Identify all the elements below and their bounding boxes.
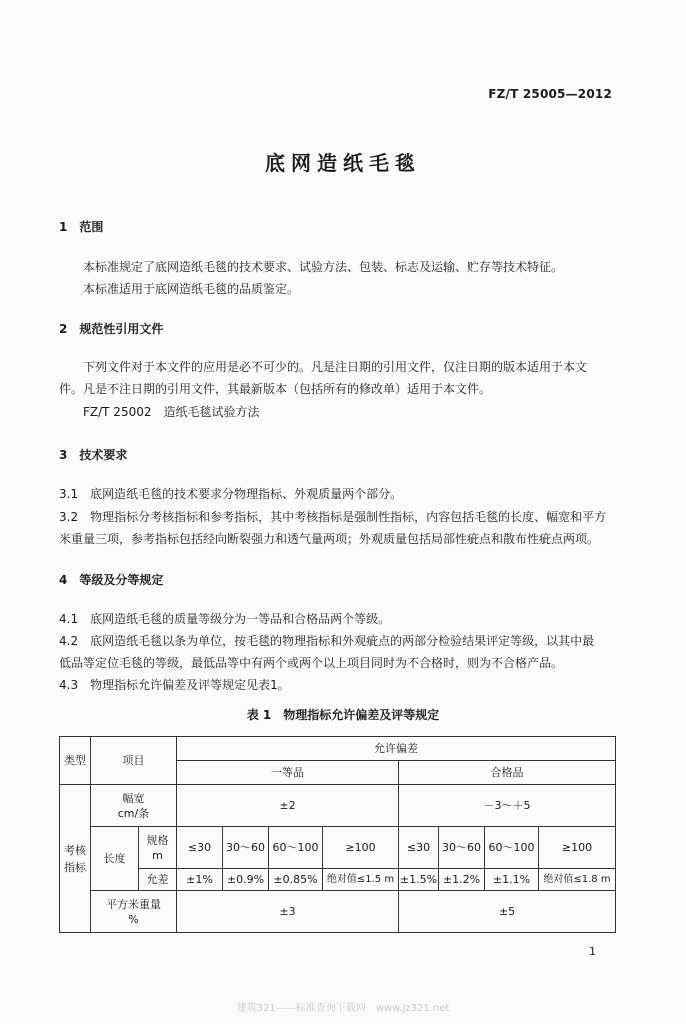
clause-text: 物理指标分考核指标和参考指标，其中考核指标是强制性指标，内容包括毛毯的长度、幅宽和平方 — [90, 510, 607, 524]
clause-4-3 — [59, 676, 290, 694]
grade-first-cell: 一等品 — [177, 761, 399, 785]
clause-number: 4.3 — [59, 678, 79, 692]
section-3-number: 3 — [59, 448, 68, 462]
section-2-heading — [59, 320, 163, 337]
standard-number: FZ/T 25005—2012 — [488, 87, 612, 101]
spec-range-cell: 30～60 — [223, 827, 269, 869]
clause-text: 底网造纸毛毯的质量等级分为一等品和合格品两个等级。 — [90, 612, 391, 626]
table-row-length-allow — [60, 869, 616, 891]
allow-value-cell: 绝对值≤1.5 m — [323, 869, 399, 891]
normative-reference — [83, 403, 260, 421]
clause-text: 底网造纸毛毯以条为单位，按毛毯的物理指标和外观疵点的两部分检验结果评定等级，以其中最 — [90, 634, 595, 648]
table-caption: 表 1 物理指标允许偏差及评等规定 — [246, 708, 440, 722]
spec-range-cell: ≤30 — [177, 827, 223, 869]
allow-value-cell: ±0.9% — [223, 869, 269, 891]
section-2-title: 规范性引用文件 — [79, 322, 164, 336]
spec-range-cell: 60～100 — [485, 827, 539, 869]
section-1-paragraph-2: 本标准适用于底网造纸毛毯的品质鉴定。 — [83, 282, 300, 296]
width-label: 幅宽 — [122, 791, 145, 805]
section-4-title: 等级及分等规定 — [79, 573, 164, 587]
spec-range-cell: 30～60 — [439, 827, 485, 869]
section-4-heading — [59, 571, 163, 588]
header-item-cell: 项目 — [91, 737, 177, 785]
table-row-width — [60, 785, 616, 827]
spec-label-cell — [139, 827, 177, 869]
header-type-cell: 类型 — [60, 737, 91, 785]
header-tolerance-cell: 允许偏差 — [177, 737, 616, 761]
section-3-heading — [59, 446, 127, 463]
type-assessment-cell — [60, 785, 91, 933]
section-2-paragraph-line-1: 下列文件对于本文件的应用是必不可少的。凡是注日期的引用文件，仅注日期的版本适用于本文 — [83, 360, 588, 374]
clause-3-1 — [59, 485, 402, 503]
allow-value-cell: ±1.5% — [399, 869, 439, 891]
width-unit: cm/条 — [117, 806, 150, 820]
spec-range-cell: ≤30 — [399, 827, 439, 869]
grade-qualified-cell: 合格品 — [399, 761, 616, 785]
section-1-number: 1 — [59, 220, 68, 234]
reference-title: 造纸毛毯试验方法 — [163, 405, 260, 419]
section-1-paragraph-1: 本标准规定了底网造纸毛毯的技术要求、试验方法、包装、标志及运输、贮存等技术特征。 — [83, 260, 564, 274]
type-assessment-label: 考核指标 — [64, 843, 86, 874]
weight-item-cell — [91, 891, 177, 933]
section-3-title: 技术要求 — [79, 448, 128, 462]
weight-label: 平方米重量 — [106, 897, 161, 911]
clause-text: 物理指标允许偏差及评等规定见表1。 — [90, 678, 290, 692]
spec-label: 规格 — [146, 833, 169, 847]
document-title: 底网造纸毛毯 — [265, 151, 421, 175]
width-first-value: ±2 — [177, 785, 399, 827]
length-label-cell: 长度 — [91, 827, 139, 891]
table-header-row — [60, 737, 616, 761]
clause-number: 3.1 — [59, 487, 79, 501]
clause-4-2-line-1 — [59, 632, 594, 650]
allow-value-cell: ±0.85% — [269, 869, 323, 891]
table-row-weight — [60, 891, 616, 933]
watermark: 建筑321——标准查询下载网 www.jz321.net — [236, 1003, 450, 1014]
width-item-cell — [91, 785, 177, 827]
section-2-paragraph-line-2: 件。凡是不注日期的引用文件，其最新版本（包括所有的修改单）适用于本文件。 — [59, 382, 492, 396]
physical-index-table — [59, 736, 616, 933]
clause-number: 4.1 — [59, 612, 79, 626]
section-2-number: 2 — [59, 322, 68, 336]
spec-range-cell: 60～100 — [269, 827, 323, 869]
table-row-length-spec — [60, 827, 616, 869]
clause-4-1 — [59, 610, 390, 628]
allow-value-cell: 绝对值≤1.8 m — [539, 869, 616, 891]
clause-3-2-line-2: 米重量三项，参考指标包括经向断裂强力和透气量两项；外观质量包括局部性疵点和散布性疵点两项。 — [59, 532, 600, 546]
allow-value-cell: ±1.2% — [439, 869, 485, 891]
clause-number: 4.2 — [59, 634, 79, 648]
allow-value-cell: ±1.1% — [485, 869, 539, 891]
section-1-heading — [59, 218, 103, 235]
spec-range-cell: ≥100 — [323, 827, 399, 869]
spec-unit: m — [152, 848, 163, 862]
page-number: 1 — [589, 945, 596, 958]
clause-text: 底网造纸毛毯的技术要求分物理指标、外观质量两个部分。 — [90, 487, 403, 501]
width-qualified-value: －3～＋5 — [399, 785, 616, 827]
weight-unit: % — [128, 912, 139, 926]
allow-label-cell: 允差 — [139, 869, 177, 891]
weight-first-value: ±3 — [177, 891, 399, 933]
clause-4-2-line-2: 低品等定位毛毯的等级，最低品等中有两个或两个以上项目同时为不合格时，则为不合格产品。 — [59, 656, 564, 670]
clause-number: 3.2 — [59, 510, 79, 524]
clause-3-2-line-1 — [59, 508, 606, 526]
weight-qualified-value: ±5 — [399, 891, 616, 933]
allow-value-cell: ±1% — [177, 869, 223, 891]
section-1-title: 范围 — [79, 220, 104, 234]
section-4-number: 4 — [59, 573, 68, 587]
spec-range-cell: ≥100 — [539, 827, 616, 869]
reference-code: FZ/T 25002 — [83, 405, 152, 419]
